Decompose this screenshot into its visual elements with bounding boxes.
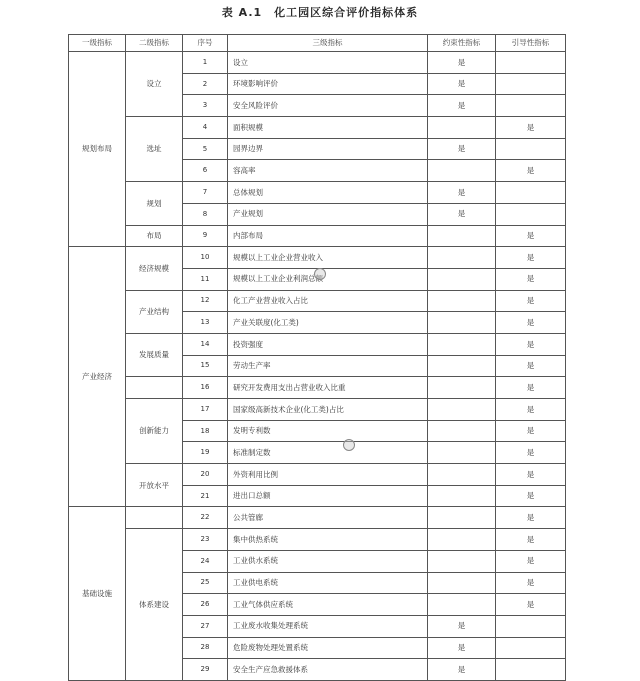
constraint-cell — [428, 225, 496, 247]
level3-indicator-cell: 劳动生产率 — [228, 355, 428, 377]
constraint-cell — [428, 160, 496, 182]
table-row — [69, 225, 566, 247]
guide-cell — [496, 637, 566, 659]
level3-indicator-cell: 标准制定数 — [228, 442, 428, 464]
guide-cell — [496, 182, 566, 204]
constraint-cell — [428, 247, 496, 269]
level1-cell: 规划布局 — [69, 52, 126, 247]
guide-cell — [496, 95, 566, 117]
table-header-row — [69, 35, 566, 52]
level2-cell: 选址 — [126, 117, 183, 182]
row-number-cell: 7 — [183, 182, 228, 204]
constraint-cell — [428, 464, 496, 486]
row-number-cell: 28 — [183, 637, 228, 659]
row-number-cell: 9 — [183, 225, 228, 247]
level3-indicator-cell: 国家级高新技术企业(化工类)占比 — [228, 399, 428, 421]
level2-cell: 开放水平 — [126, 464, 183, 507]
row-number-cell: 21 — [183, 485, 228, 507]
guide-cell: 是 — [496, 117, 566, 139]
level1-cell: 产业经济 — [69, 247, 126, 507]
level2-cell — [126, 377, 183, 399]
level3-indicator-cell: 设立 — [228, 52, 428, 74]
level3-indicator-cell: 产业规划 — [228, 203, 428, 225]
guide-cell: 是 — [496, 507, 566, 529]
header-level2: 二级指标 — [126, 35, 183, 52]
row-number-cell: 19 — [183, 442, 228, 464]
level3-indicator-cell: 危险废物处理处置系统 — [228, 637, 428, 659]
row-number-cell: 29 — [183, 659, 228, 681]
row-number-cell: 16 — [183, 377, 228, 399]
level3-indicator-cell: 环境影响评价 — [228, 73, 428, 95]
level3-indicator-cell: 公共管廊 — [228, 507, 428, 529]
constraint-cell: 是 — [428, 182, 496, 204]
level2-cell: 设立 — [126, 52, 183, 117]
row-number-cell: 18 — [183, 420, 228, 442]
header-constraint: 约束性指标 — [428, 35, 496, 52]
level3-indicator-cell: 工业供电系统 — [228, 572, 428, 594]
guide-cell: 是 — [496, 594, 566, 616]
guide-cell: 是 — [496, 420, 566, 442]
row-number-cell: 27 — [183, 615, 228, 637]
header-level1: 一级指标 — [69, 35, 126, 52]
hand-cursor-icon — [343, 439, 355, 451]
level3-indicator-cell: 安全生产应急救援体系 — [228, 659, 428, 681]
guide-cell: 是 — [496, 550, 566, 572]
header-guide: 引导性指标 — [496, 35, 566, 52]
constraint-cell — [428, 485, 496, 507]
level3-indicator-cell: 研究开发费用支出占营业收入比重 — [228, 377, 428, 399]
cursor-marker — [314, 268, 326, 280]
level3-indicator-cell: 进出口总额 — [228, 485, 428, 507]
table-row — [69, 529, 566, 551]
guide-cell: 是 — [496, 333, 566, 355]
constraint-cell: 是 — [428, 52, 496, 74]
guide-cell: 是 — [496, 572, 566, 594]
guide-cell: 是 — [496, 464, 566, 486]
guide-cell: 是 — [496, 268, 566, 290]
level3-indicator-cell: 规模以上工业企业营业收入 — [228, 247, 428, 269]
level3-indicator-cell: 面积规模 — [228, 117, 428, 139]
row-number-cell: 6 — [183, 160, 228, 182]
row-number-cell: 24 — [183, 550, 228, 572]
row-number-cell: 26 — [183, 594, 228, 616]
guide-cell — [496, 73, 566, 95]
constraint-cell — [428, 442, 496, 464]
level2-cell: 发展质量 — [126, 333, 183, 376]
guide-cell: 是 — [496, 290, 566, 312]
guide-cell: 是 — [496, 442, 566, 464]
guide-cell: 是 — [496, 225, 566, 247]
row-number-cell: 2 — [183, 73, 228, 95]
table-row — [69, 290, 566, 312]
row-number-cell: 22 — [183, 507, 228, 529]
guide-cell — [496, 203, 566, 225]
constraint-cell — [428, 333, 496, 355]
level3-indicator-cell: 工业废水收集处理系统 — [228, 615, 428, 637]
row-number-cell: 12 — [183, 290, 228, 312]
guide-cell: 是 — [496, 377, 566, 399]
level2-cell: 布局 — [126, 225, 183, 247]
level2-cell: 产业结构 — [126, 290, 183, 333]
constraint-cell — [428, 117, 496, 139]
row-number-cell: 13 — [183, 312, 228, 334]
level3-indicator-cell: 园界边界 — [228, 138, 428, 160]
guide-cell — [496, 659, 566, 681]
table-row — [69, 182, 566, 204]
row-number-cell: 4 — [183, 117, 228, 139]
row-number-cell: 5 — [183, 138, 228, 160]
level3-indicator-cell: 工业供水系统 — [228, 550, 428, 572]
guide-cell — [496, 138, 566, 160]
level3-indicator-cell: 产业关联度(化工类) — [228, 312, 428, 334]
constraint-cell — [428, 572, 496, 594]
page-title: 表 A.1 化工园区综合评价指标体系 — [221, 6, 419, 19]
constraint-cell — [428, 377, 496, 399]
indicator-table — [68, 34, 566, 681]
row-number-cell: 17 — [183, 399, 228, 421]
table-row — [69, 117, 566, 139]
constraint-cell — [428, 594, 496, 616]
table-row — [69, 507, 566, 529]
constraint-cell — [428, 529, 496, 551]
level3-indicator-cell: 外资利用比例 — [228, 464, 428, 486]
level3-indicator-cell: 总体规划 — [228, 182, 428, 204]
table-row — [69, 377, 566, 399]
level3-indicator-cell: 工业气体供应系统 — [228, 594, 428, 616]
constraint-cell: 是 — [428, 138, 496, 160]
row-number-cell: 25 — [183, 572, 228, 594]
constraint-cell — [428, 355, 496, 377]
row-number-cell: 10 — [183, 247, 228, 269]
constraint-cell — [428, 312, 496, 334]
constraint-cell: 是 — [428, 637, 496, 659]
guide-cell: 是 — [496, 312, 566, 334]
table-row — [69, 52, 566, 74]
level3-indicator-cell: 发明专利数 — [228, 420, 428, 442]
level2-cell: 规划 — [126, 182, 183, 225]
level1-cell: 基础设施 — [69, 507, 126, 681]
guide-cell — [496, 615, 566, 637]
constraint-cell — [428, 420, 496, 442]
guide-cell: 是 — [496, 399, 566, 421]
level2-cell — [126, 507, 183, 529]
row-number-cell: 8 — [183, 203, 228, 225]
level3-indicator-cell: 容高率 — [228, 160, 428, 182]
level3-indicator-cell: 内部布局 — [228, 225, 428, 247]
constraint-cell — [428, 268, 496, 290]
level3-indicator-cell: 安全风险评价 — [228, 95, 428, 117]
row-number-cell: 11 — [183, 268, 228, 290]
table-row — [69, 333, 566, 355]
row-number-cell: 20 — [183, 464, 228, 486]
constraint-cell — [428, 290, 496, 312]
constraint-cell — [428, 507, 496, 529]
level3-indicator-cell: 投资强度 — [228, 333, 428, 355]
constraint-cell: 是 — [428, 95, 496, 117]
table-row — [69, 464, 566, 486]
guide-cell: 是 — [496, 485, 566, 507]
guide-cell: 是 — [496, 529, 566, 551]
constraint-cell: 是 — [428, 73, 496, 95]
constraint-cell: 是 — [428, 659, 496, 681]
level3-indicator-cell: 规模以上工业企业利润总额 — [228, 268, 428, 290]
level3-indicator-cell: 集中供热系统 — [228, 529, 428, 551]
guide-cell: 是 — [496, 160, 566, 182]
row-number-cell: 23 — [183, 529, 228, 551]
row-number-cell: 3 — [183, 95, 228, 117]
row-number-cell: 14 — [183, 333, 228, 355]
guide-cell: 是 — [496, 355, 566, 377]
header-level3: 三级指标 — [228, 35, 428, 52]
header-number: 序号 — [183, 35, 228, 52]
level3-indicator-cell: 化工产业营业收入占比 — [228, 290, 428, 312]
table-row — [69, 247, 566, 269]
guide-cell: 是 — [496, 247, 566, 269]
level2-cell: 创新能力 — [126, 399, 183, 464]
constraint-cell — [428, 550, 496, 572]
guide-cell — [496, 52, 566, 74]
row-number-cell: 1 — [183, 52, 228, 74]
constraint-cell: 是 — [428, 203, 496, 225]
row-number-cell: 15 — [183, 355, 228, 377]
level2-cell: 经济规模 — [126, 247, 183, 290]
constraint-cell — [428, 399, 496, 421]
table-row — [69, 399, 566, 421]
constraint-cell: 是 — [428, 615, 496, 637]
level2-cell: 体系建设 — [126, 529, 183, 681]
